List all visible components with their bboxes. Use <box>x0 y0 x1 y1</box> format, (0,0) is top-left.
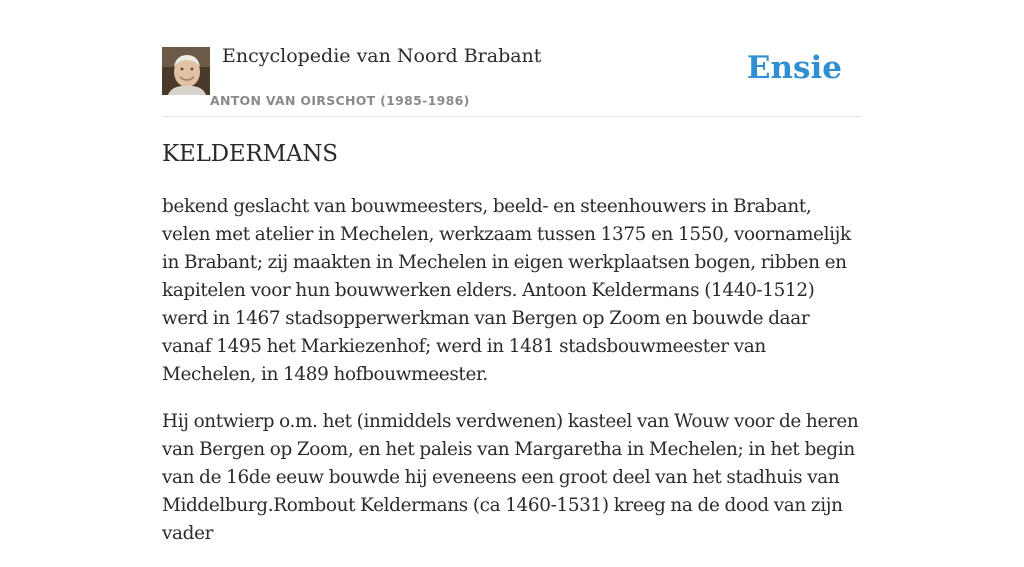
page-title: KELDERMANS <box>162 141 338 167</box>
page-header <box>162 0 862 117</box>
article-paragraph: Hij ontwierp o.m. het (inmiddels verdwenen) kasteel van Wouw voor de heren van Bergen op Zoom, en het paleis van Margaretha in Mechelen; in het begin van de 16de eeuw bouwde hij eveneens een groot deel van het stadhuis van Middelburg.Rombout Keldermans (ca 1460-1531) kreeg na de dood van zijn vader <box>162 411 859 544</box>
avatar[interactable] <box>162 47 210 95</box>
article-paragraph: bekend geslacht van bouwmeesters, beeld- en steenhouwers in Brabant, velen met atelier in Mechelen, werkzaam tussen 1375 en 1550, voornamelijk in Brabant; zij maakten in Mechelen in eigen werkplaatsen bogen, ribben en kapitelen voor hun bouwwerken elders. Antoon Keldermans (1440-1512) werd in 1467 stadsopperwerkman van Bergen op Zoom en bouwde daar vanaf 1495 het Markiezenhof; werd in 1481 stadsbouwmeester van Mechelen, in 1489 hofbouwmeester. <box>162 196 851 385</box>
source-title[interactable]: Encyclopedie van Noord Brabant <box>222 45 542 67</box>
author-portrait-icon <box>162 47 210 95</box>
brand-logo[interactable]: Ensie <box>746 50 842 86</box>
article-body <box>162 138 862 567</box>
author-name[interactable]: ANTON VAN OIRSCHOT (1985-1986) <box>210 93 470 108</box>
